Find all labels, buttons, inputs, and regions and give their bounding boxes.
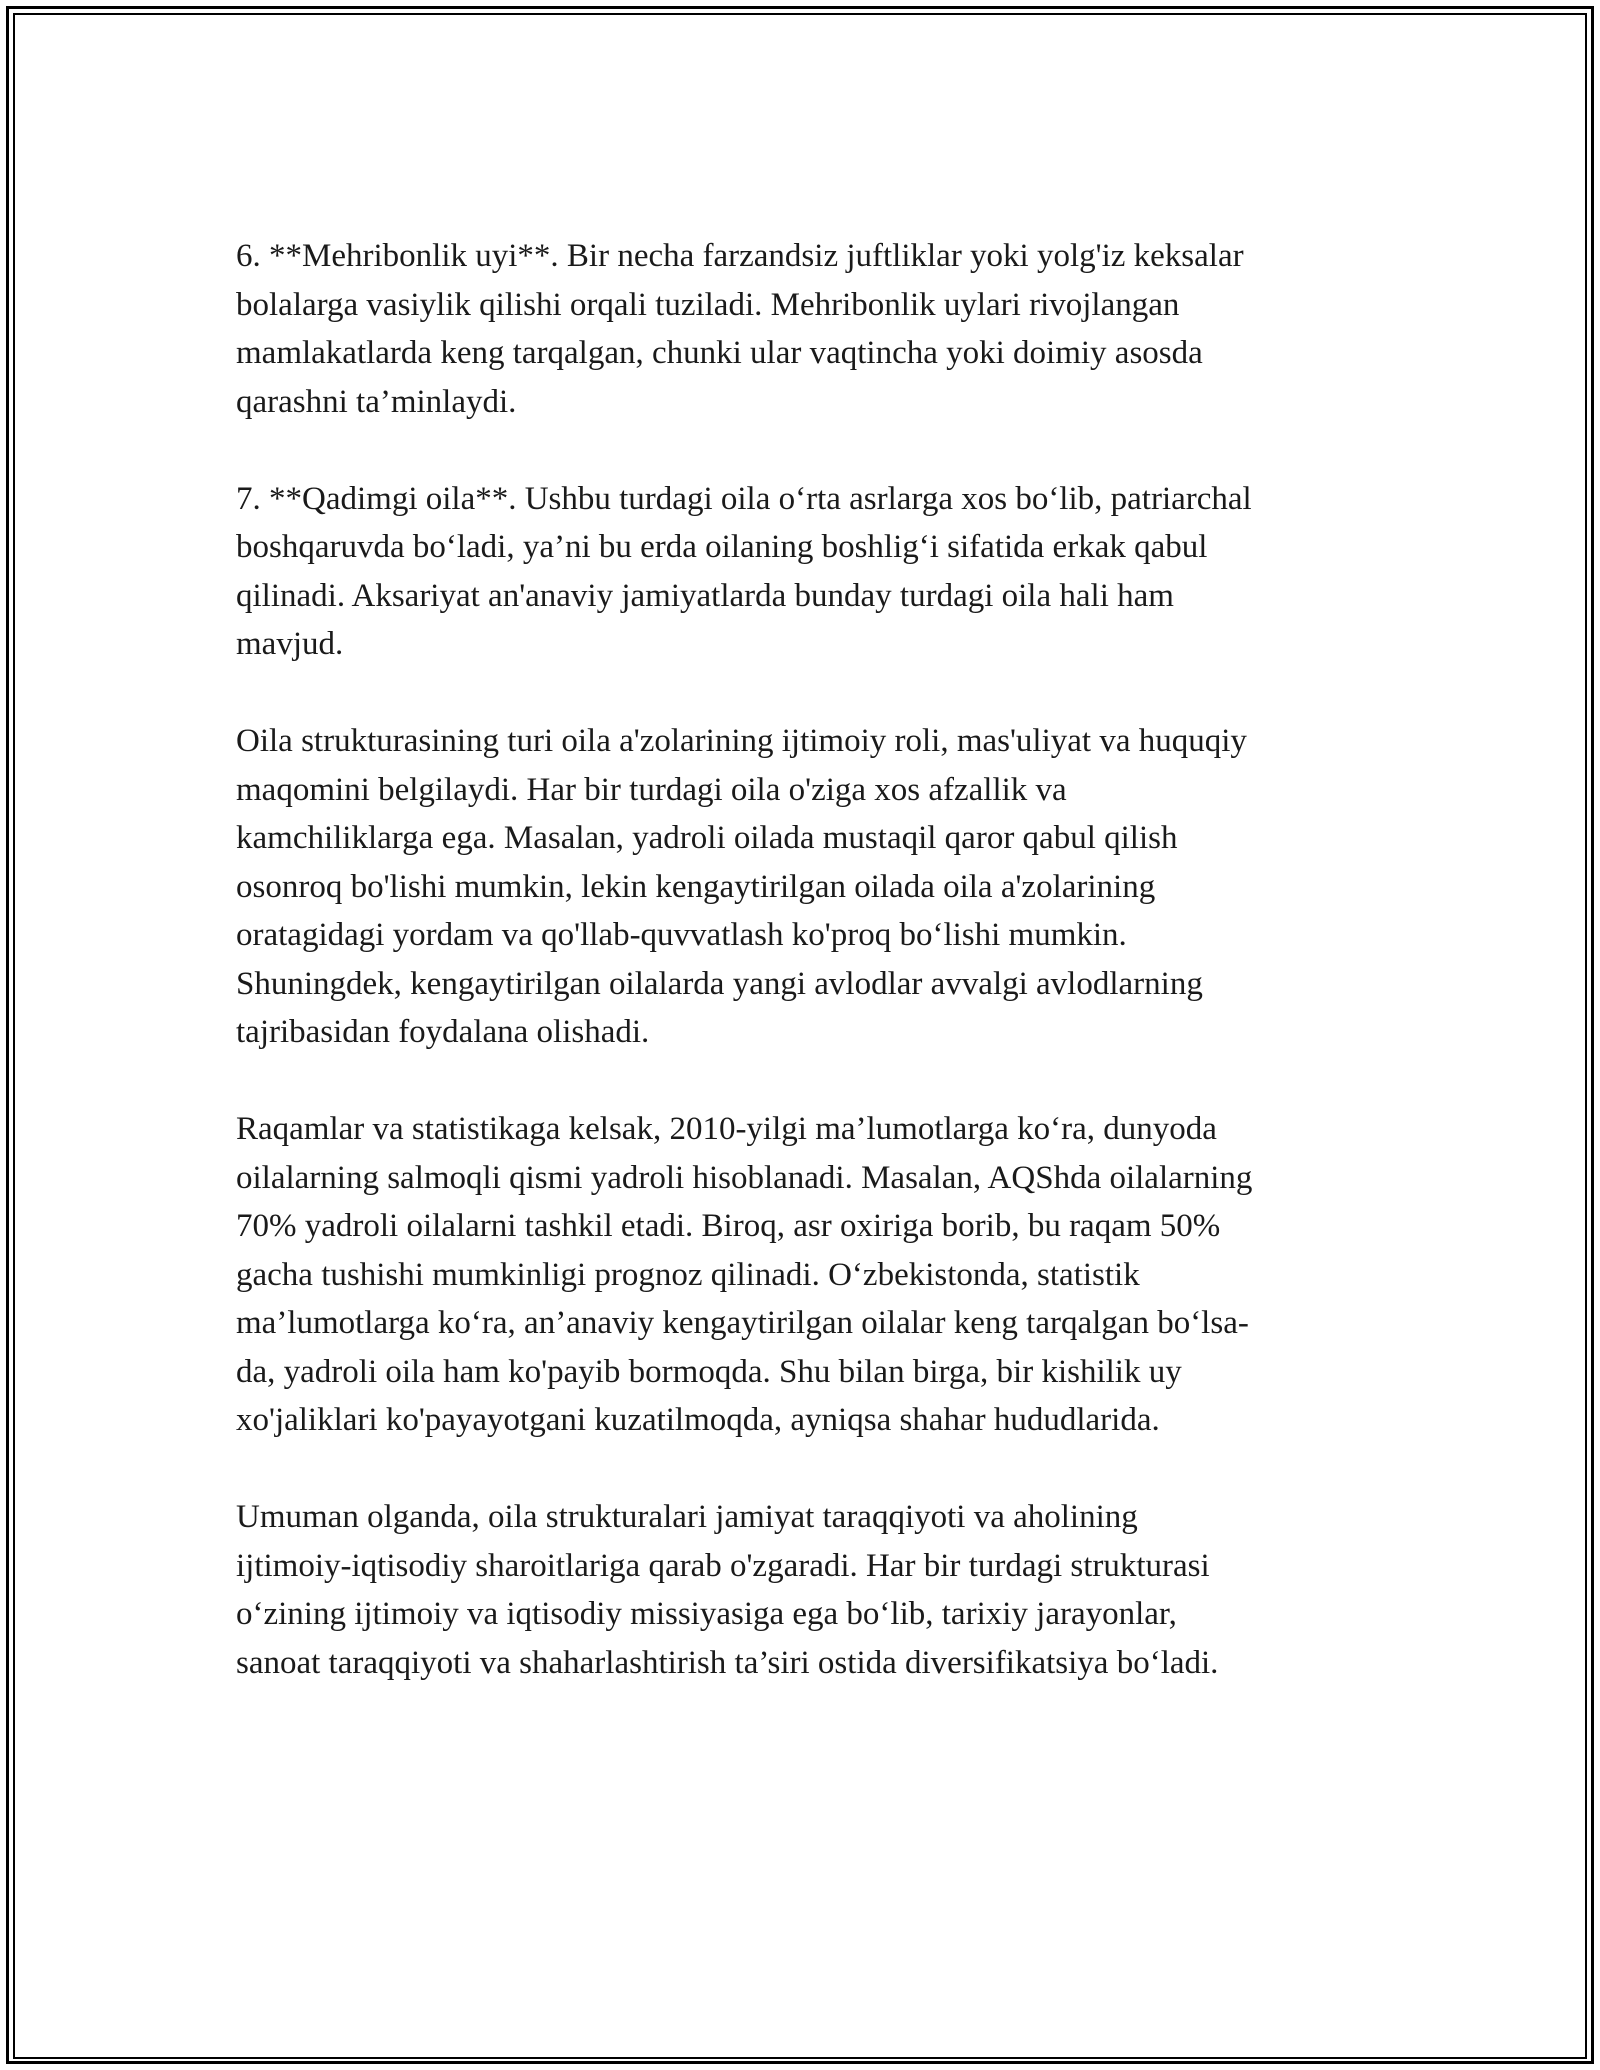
paragraph-ancient-family: [236, 475, 1386, 669]
document-body: [236, 232, 1386, 1736]
text-line: tajribasidan foydalana olishadi.: [236, 1014, 650, 1050]
text-line: qarashni ta’minlaydi.: [236, 383, 517, 420]
text-line: boshqaruvda bo‘ladi, ya’ni bu erda oilaning boshlig‘i sifatida erkak qabul: [236, 529, 1208, 565]
text-line: 6. **Mehribonlik uyi**. Bir necha farzandsiz juftliklar yoki yolg'iz keksalar: [236, 238, 1244, 274]
text-line: Shuningdek, kengaytirilgan oilalarda yangi avlodlar avvalgi avlodlarning: [236, 965, 1203, 1002]
text-line: o‘zining ijtimoiy va iqtisodiy missiyasiga ega bo‘lib, tarixiy jarayonlar,: [236, 1596, 1177, 1632]
text-line: 70% yadroli oilalarni tashkil etadi. Biroq, asr oxiriga borib, bu raqam 50%: [236, 1208, 1221, 1244]
text-line: gacha tushishi mumkinligi prognoz qilinadi. O‘zbekistonda, statistik: [236, 1256, 1140, 1293]
text-line: Umuman olganda, oila strukturalari jamiyat taraqqiyoti va aholining: [236, 1499, 1138, 1535]
text-line: mavjud.: [236, 626, 344, 662]
text-line: mamlakatlarda keng tarqalgan, chunki ular vaqtincha yoki doimiy asosda: [236, 335, 1203, 371]
text-line: oilalarning salmoqli qismi yadroli hisoblanadi. Masalan, AQShda oilalarning: [236, 1159, 1253, 1196]
text-line: oratagidagi yordam va qo'llab-quvvatlash ko'proq bo‘lishi mumkin.: [236, 917, 1127, 953]
text-line: ijtimoiy-iqtisodiy sharoitlariga qarab o'zgaradi. Har bir turdagi strukturasi: [236, 1547, 1210, 1584]
text-line: qilinadi. Aksariyat an'anaviy jamiyatlarda bunday turdagi oila hali ham: [236, 577, 1174, 614]
text-line: maqomini belgilaydi. Har bir turdagi oila o'ziga xos afzallik va: [236, 771, 1067, 808]
paragraph-orphanage: [236, 232, 1386, 426]
text-line: Raqamlar va statistikaga kelsak, 2010-yilgi ma’lumotlarga ko‘ra, dunyoda: [236, 1111, 1217, 1147]
text-line: kamchiliklarga ega. Masalan, yadroli oilada mustaqil qaror qabul qilish: [236, 820, 1178, 856]
paragraph-statistics: [236, 1105, 1386, 1445]
text-line: bolalarga vasiylik qilishi orqali tuziladi. Mehribonlik uylari rivojlangan: [236, 286, 1180, 323]
text-line: sanoat taraqqiyoti va shaharlashtirish ta’siri ostida diversifikatsiya bo‘ladi.: [236, 1644, 1219, 1681]
text-line: xo'jaliklari ko'payayotgani kuzatilmoqda, ayniqsa shahar hududlarida.: [236, 1402, 1160, 1438]
text-line: Oila strukturasining turi oila a'zolarining ijtimoiy roli, mas'uliyat va huquqiy: [236, 723, 1247, 759]
text-line: ma’lumotlarga ko‘ra, an’anaviy kengaytirilgan oilalar keng tarqalgan bo‘lsa-: [236, 1305, 1249, 1341]
text-line: osonroq bo'lishi mumkin, lekin kengaytirilgan oilada oila a'zolarining: [236, 868, 1156, 905]
text-line: 7. **Qadimgi oila**. Ushbu turdagi oila o‘rta asrlarga xos bo‘lib, patriarchal: [236, 480, 1252, 517]
text-line: da, yadroli oila ham ko'payib bormoqda. Shu bilan birga, bir kishilik uy: [236, 1353, 1182, 1390]
paragraph-family-roles: [236, 717, 1386, 1057]
paragraph-conclusion: [236, 1493, 1386, 1687]
